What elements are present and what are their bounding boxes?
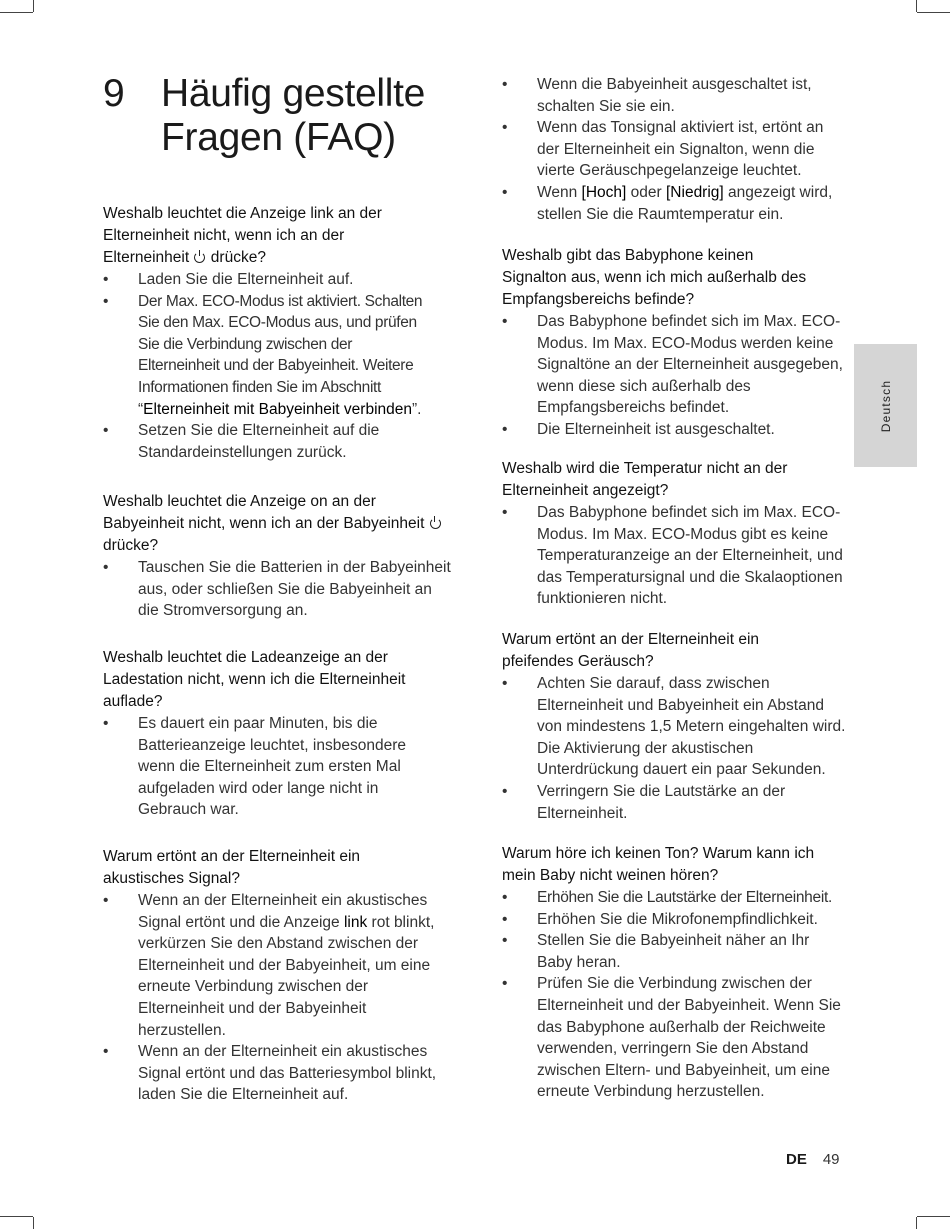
faq-item xyxy=(103,647,443,821)
faq-answer: • Wenn an der Elterneinheit ein akustisches Signal ertönt und das Batteriesymbol blinkt, laden Sie die Elterneinheit auf. xyxy=(103,1041,455,1106)
power-icon xyxy=(430,518,441,529)
crop-mark xyxy=(916,1217,917,1229)
faq-item xyxy=(103,203,423,463)
faq-answer: • Setzen Sie die Elterneinheit auf die Standardeinstellungen zurück. xyxy=(103,420,423,463)
faq-question: Weshalb leuchtet die Anzeige on an der Babyeinheit nicht, wenn ich an der Babyeinheit drücke? xyxy=(103,491,453,557)
crop-mark xyxy=(916,0,917,12)
faq-item xyxy=(502,843,847,1103)
faq-answer: • Es dauert ein paar Minuten, bis die Batterieanzeige leuchtet, insbesondere wenn die Elterneinheit zum ersten Mal aufgeladen wird oder lange nicht in Gebrauch war. xyxy=(103,713,443,821)
faq-question: Weshalb leuchtet die Anzeige link an der Elterneinheit nicht, wenn ich an der Elterneinheit drücke? xyxy=(103,205,382,266)
chapter-title: Häufig gestellte Fragen (FAQ) xyxy=(161,72,426,159)
faq-answer: • Das Babyphone befindet sich im Max. ECO-Modus. Im Max. ECO-Modus werden keine Signaltöne an der Elterneinheit ausgegeben, wenn diese sich außerhalb des Empfangsbereichs befindet. xyxy=(502,311,847,419)
page-number: 49 xyxy=(822,1151,840,1168)
faq-answer: • Der Max. ECO-Modus ist aktiviert. Schalten Sie den Max. ECO-Modus aus, und prüfen Sie die Verbindung zwischen der Elterneinheit und der Babyeinheit. Weitere Informationen finden Sie im Abschnitt “Elterneinheit mit Babyeinheit verbinden”. xyxy=(103,291,423,421)
faq-answer: • Laden Sie die Elterneinheit auf. xyxy=(103,269,423,291)
crop-mark xyxy=(33,1217,34,1229)
faq-question: Weshalb leuchtet die Ladeanzeige an der Ladestation nicht, wenn ich die Elterneinheit auflade? xyxy=(103,649,406,710)
footer-language: DE xyxy=(786,1151,807,1168)
faq-answer: • Wenn [Hoch] oder [Niedrig] angezeigt wird, stellen Sie die Raumtemperatur ein. xyxy=(502,182,847,225)
faq-answer: • Prüfen Sie die Verbindung zwischen der Elterneinheit und der Babyeinheit. Wenn Sie das Babyphone außerhalb der Reichweite verwenden, verringern Sie den Abstand zwischen Eltern- und Babyeinheit, um eine erneute Verbindung herzustellen. xyxy=(502,973,847,1103)
faq-item xyxy=(502,245,847,441)
page-footer xyxy=(786,1151,840,1168)
language-side-tab xyxy=(854,344,917,467)
faq-item xyxy=(103,491,453,622)
faq-answer: • Das Babyphone befindet sich im Max. ECO-Modus. Im Max. ECO-Modus gibt es keine Temperaturanzeige an der Elterneinheit, und das Temperatursignal und die Skalaoptionen funktionieren nicht. xyxy=(502,502,847,610)
faq-answer: • Erhöhen Sie die Lautstärke der Elterneinheit. xyxy=(502,887,847,909)
link-label: link xyxy=(343,913,368,931)
faq-question: Warum ertönt an der Elterneinheit ein akustisches Signal? xyxy=(103,848,361,887)
chapter-number: 9 xyxy=(103,72,125,115)
faq-answer: • Erhöhen Sie die Mikrofonempfindlichkeit. xyxy=(502,909,847,931)
language-tab-label: Deutsch xyxy=(878,379,893,432)
faq-answer: • Verringern Sie die Lautstärke an der Elterneinheit. xyxy=(502,781,847,824)
section-reference: Elterneinheit mit Babyeinheit verbinden xyxy=(143,400,412,418)
crop-mark xyxy=(917,12,950,13)
faq-answer: • Wenn die Babyeinheit ausgeschaltet ist, schalten Sie sie ein. xyxy=(502,74,847,117)
faq-item xyxy=(502,74,847,225)
mode-label-high: [Hoch] xyxy=(581,183,627,201)
faq-answer: • Stellen Sie die Babyeinheit näher an Ihr Baby heran. xyxy=(502,930,847,973)
faq-item xyxy=(103,846,455,1106)
faq-answer: • Wenn an der Elterneinheit ein akustisches Signal ertönt und die Anzeige link rot blinkt, verkürzen Sie den Abstand zwischen der Elterneinheit und der Babyeinheit, um eine erneute Verbindung zwischen der Elterneinheit und der Babyeinheit herzustellen. xyxy=(103,890,455,1041)
faq-question: Warum ertönt an der Elterneinheit ein pfeifendes Geräusch? xyxy=(502,631,760,670)
mode-label-low: [Niedrig] xyxy=(666,183,724,201)
faq-item xyxy=(502,629,847,824)
faq-question: Weshalb gibt das Babyphone keinen Signalton aus, wenn ich mich außerhalb des Empfangsbereichs befinde? xyxy=(502,247,807,308)
power-icon xyxy=(194,252,205,263)
crop-mark xyxy=(917,1216,950,1217)
crop-mark xyxy=(33,0,34,12)
crop-mark xyxy=(0,1216,33,1217)
crop-mark xyxy=(0,12,33,13)
faq-question: Warum höre ich keinen Ton? Warum kann ich mein Baby nicht weinen hören? xyxy=(502,845,815,884)
faq-question: Weshalb wird die Temperatur nicht an der Elterneinheit angezeigt? xyxy=(502,460,788,499)
faq-answer: • Tauschen Sie die Batterien in der Babyeinheit aus, oder schließen Sie die Babyeinheit an die Stromversorgung an. xyxy=(103,557,453,622)
faq-item xyxy=(502,458,847,610)
faq-answer: • Achten Sie darauf, dass zwischen Elterneinheit und Babyeinheit ein Abstand von mindestens 1,5 Metern eingehalten wird. Die Aktivierung der akustischen Unterdrückung dauert ein paar Sekunden. xyxy=(502,673,847,781)
faq-answer: • Wenn das Tonsignal aktiviert ist, ertönt an der Elterneinheit ein Signalton, wenn die vierte Geräuschpegelanzeige leuchtet. xyxy=(502,117,847,182)
faq-answer: • Die Elterneinheit ist ausgeschaltet. xyxy=(502,419,847,441)
